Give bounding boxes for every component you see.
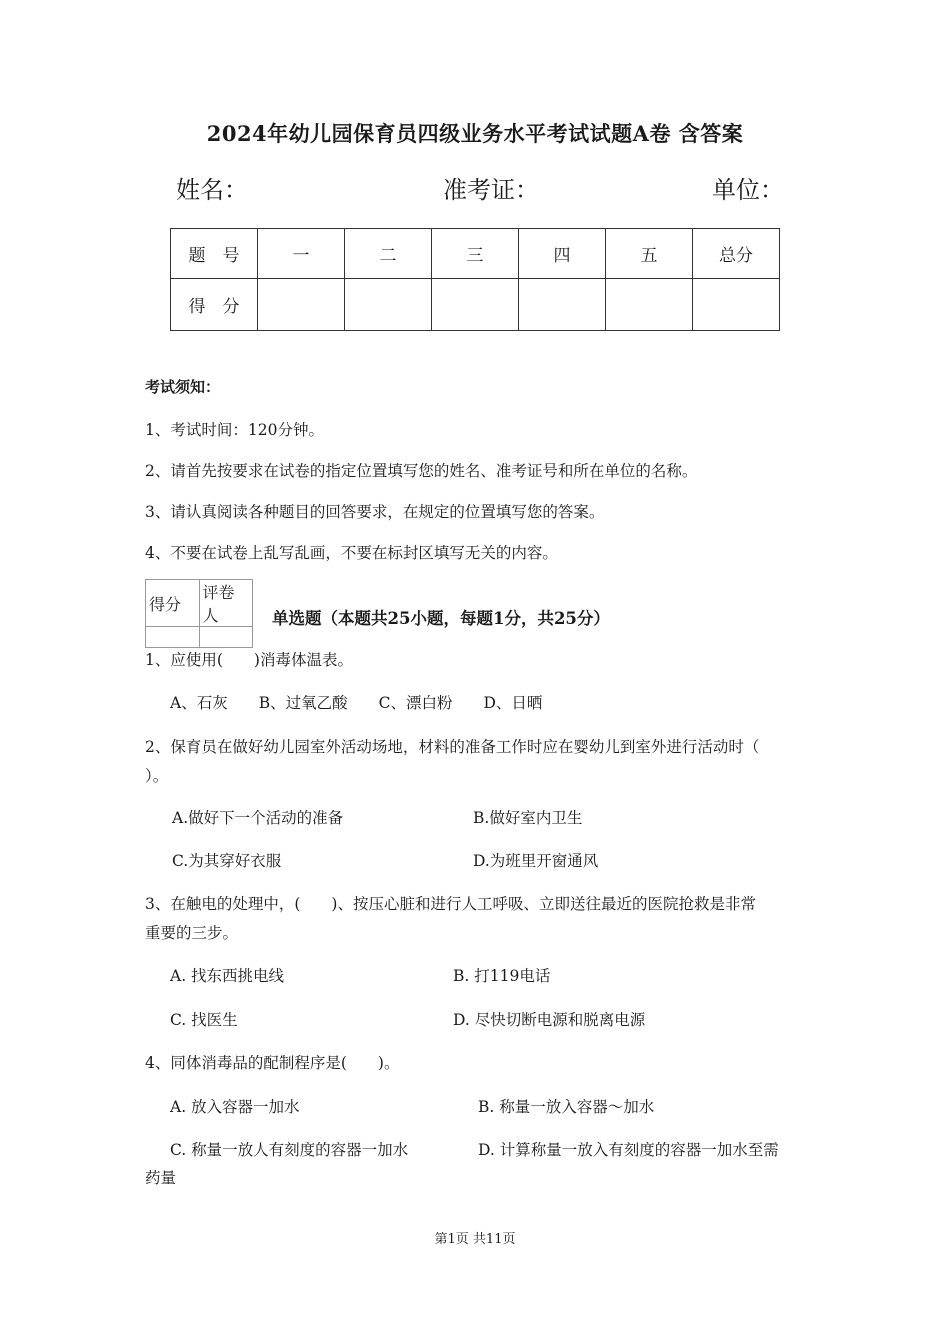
question-stem-cont: ）。	[145, 767, 169, 785]
question-options: A、石灰 B、过氧乙酸 C、漂白粉 D、日晒	[170, 694, 543, 712]
score-cell[interactable]	[258, 279, 345, 331]
option-d[interactable]: D.为班里开窗通风	[473, 852, 599, 870]
unit-field-label: 单位：	[712, 176, 784, 204]
question-stem: 4、同体消毒品的配制程序是( )。	[145, 1054, 400, 1072]
grader-score-cell[interactable]	[146, 627, 200, 648]
exam-id-field-label: 准考证：	[443, 176, 539, 204]
note-item: 3、请认真阅读各种题目的回答要求，在规定的位置填写您的答案。	[145, 503, 605, 521]
option-d-cont: 药量	[145, 1169, 177, 1187]
option-d[interactable]: D. 尽快切断电源和脱离电源	[453, 1011, 646, 1029]
option-d[interactable]: D. 计算称量一放入有刻度的容器一加水至需	[478, 1141, 779, 1159]
option-b[interactable]: B.做好室内卫生	[473, 809, 583, 827]
question-stem: 1、应使用( )消毒体温表。	[145, 651, 353, 669]
score-table	[170, 228, 780, 331]
note-item: 2、请首先按要求在试卷的指定位置填写您的姓名、准考证号和所在单位的名称。	[145, 462, 698, 480]
score-table-header-row	[171, 229, 780, 279]
grader-name-cell[interactable]	[199, 627, 253, 648]
score-table-header-cell: 题 号	[171, 229, 258, 279]
score-cell[interactable]	[606, 279, 693, 331]
score-table-header-cell: 一	[258, 229, 345, 279]
option-c[interactable]: C.为其穿好衣服	[172, 852, 282, 870]
option-c[interactable]: C. 找医生	[170, 1011, 238, 1029]
score-table-header-cell: 二	[345, 229, 432, 279]
option-b[interactable]: B. 称量一放入容器～加水	[478, 1098, 655, 1116]
score-cell[interactable]	[519, 279, 606, 331]
option-a[interactable]: A. 找东西挑电线	[170, 967, 285, 985]
page-footer: 第1页 共11页	[434, 1232, 516, 1247]
question-stem-cont: 重要的三步。	[145, 924, 239, 942]
option-a[interactable]: A. 放入容器一加水	[170, 1098, 300, 1116]
score-table-score-row	[171, 279, 780, 331]
grader-box	[145, 579, 253, 648]
question-stem: 3、在触电的处理中，( )、按压心脏和进行人工呼吸、立即送往最近的医院抢救是非常	[145, 895, 756, 913]
section-title: 单选题（本题共25小题，每题1分，共25分）	[272, 609, 610, 628]
question-stem: 2、保育员在做好幼儿园室外活动场地，材料的准备工作时应在婴幼儿到室外进行活动时（	[145, 738, 760, 756]
score-table-header-cell: 四	[519, 229, 606, 279]
option-b[interactable]: B. 打119电话	[453, 967, 551, 985]
score-table-header-cell: 五	[606, 229, 693, 279]
score-table-header-cell: 三	[432, 229, 519, 279]
grader-score-label: 得分	[146, 580, 200, 627]
page-title: 2024年幼儿园保育员四级业务水平考试试题A卷 含答案	[206, 121, 744, 146]
note-item: 1、考试时间：120分钟。	[145, 421, 324, 439]
score-cell[interactable]	[345, 279, 432, 331]
name-field-label: 姓名：	[176, 176, 248, 204]
option-a[interactable]: A.做好下一个活动的准备	[172, 809, 344, 827]
score-cell[interactable]	[432, 279, 519, 331]
grader-name-label: 评卷人	[199, 580, 253, 627]
score-cell[interactable]	[693, 279, 780, 331]
score-row-label: 得 分	[171, 279, 258, 331]
note-item: 4、不要在试卷上乱写乱画，不要在标封区填写无关的内容。	[145, 544, 558, 562]
notes-heading: 考试须知：	[145, 378, 221, 396]
score-table-header-cell: 总分	[693, 229, 780, 279]
option-c[interactable]: C. 称量一放人有刻度的容器一加水	[170, 1141, 409, 1159]
